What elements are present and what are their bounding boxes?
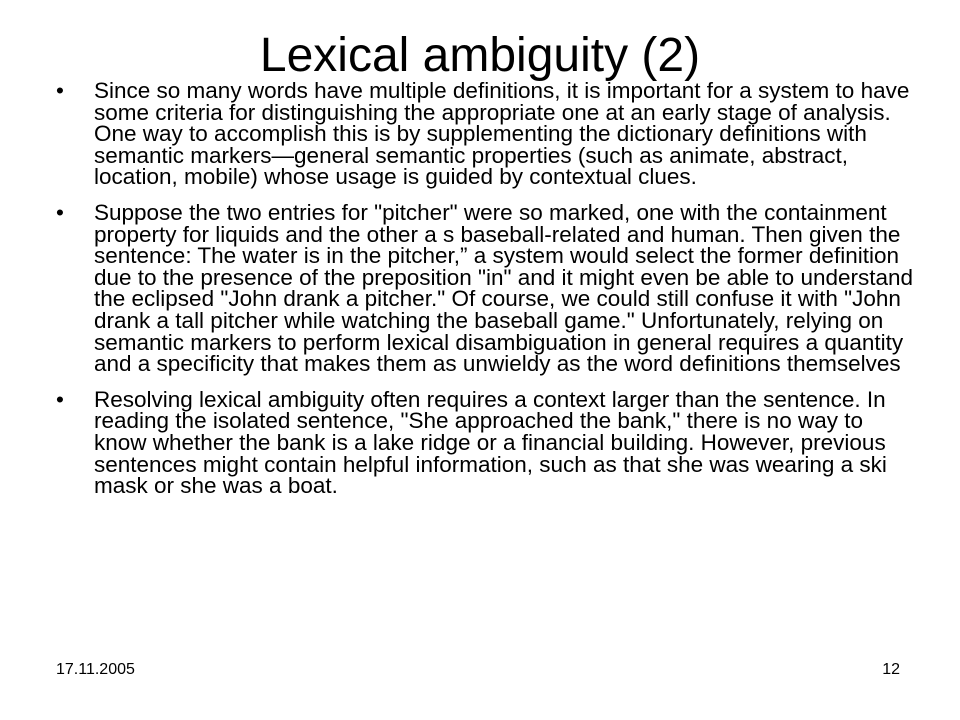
bullet-text: Since so many words have multiple definitions, it is important for a system to have some criteria for distinguishing the appropriate one at an early stage of analysis. One way to accomplish this is by supplementing the dictionary definitions with semantic markers—general semantic properties (such as animate, abstract, location, mobile) whose usage is guided by contextual clues. xyxy=(94,78,910,190)
bullet-text: Resolving lexical ambiguity often requires a context larger than the sentence. In reading the isolated sentence, "She approached the bank," there is no way to know whether the bank is a lake ridge or a financial building. However, previous sentences might contain helpful information, such as that she was wearing a ski mask or she was a boat. xyxy=(94,386,887,499)
bullet-text: Suppose the two entries for "pitcher" were so marked, one with the containment property for liquids and the other a s baseball-related and human. Then given the sentence: The water is in the pitcher,” a system would select the former definition due to the presence of the preposition "in" and it might even be able to understand the eclipsed "John drank a pitcher." Of course, we could still confuse it with "John drank a tall pitcher while watching the baseball game." Unfortunately, relying on semantic markers to perform lexical disambiguation in general requires a quantity and a specificity that makes them as unwieldy as the word definitions themselves xyxy=(94,199,914,377)
bullet-dot-icon: • xyxy=(56,199,64,225)
page-number: 12 xyxy=(882,661,900,678)
bullet-item xyxy=(56,80,920,188)
bullet-item xyxy=(56,199,920,377)
slide-title: Lexical ambiguity (2) xyxy=(259,29,701,82)
bullet-list xyxy=(56,80,920,511)
footer-date: 17.11.2005 xyxy=(56,661,135,678)
bullet-dot-icon: • xyxy=(56,78,64,103)
bullet-dot-icon: • xyxy=(56,386,64,412)
bullet-item xyxy=(56,386,920,499)
